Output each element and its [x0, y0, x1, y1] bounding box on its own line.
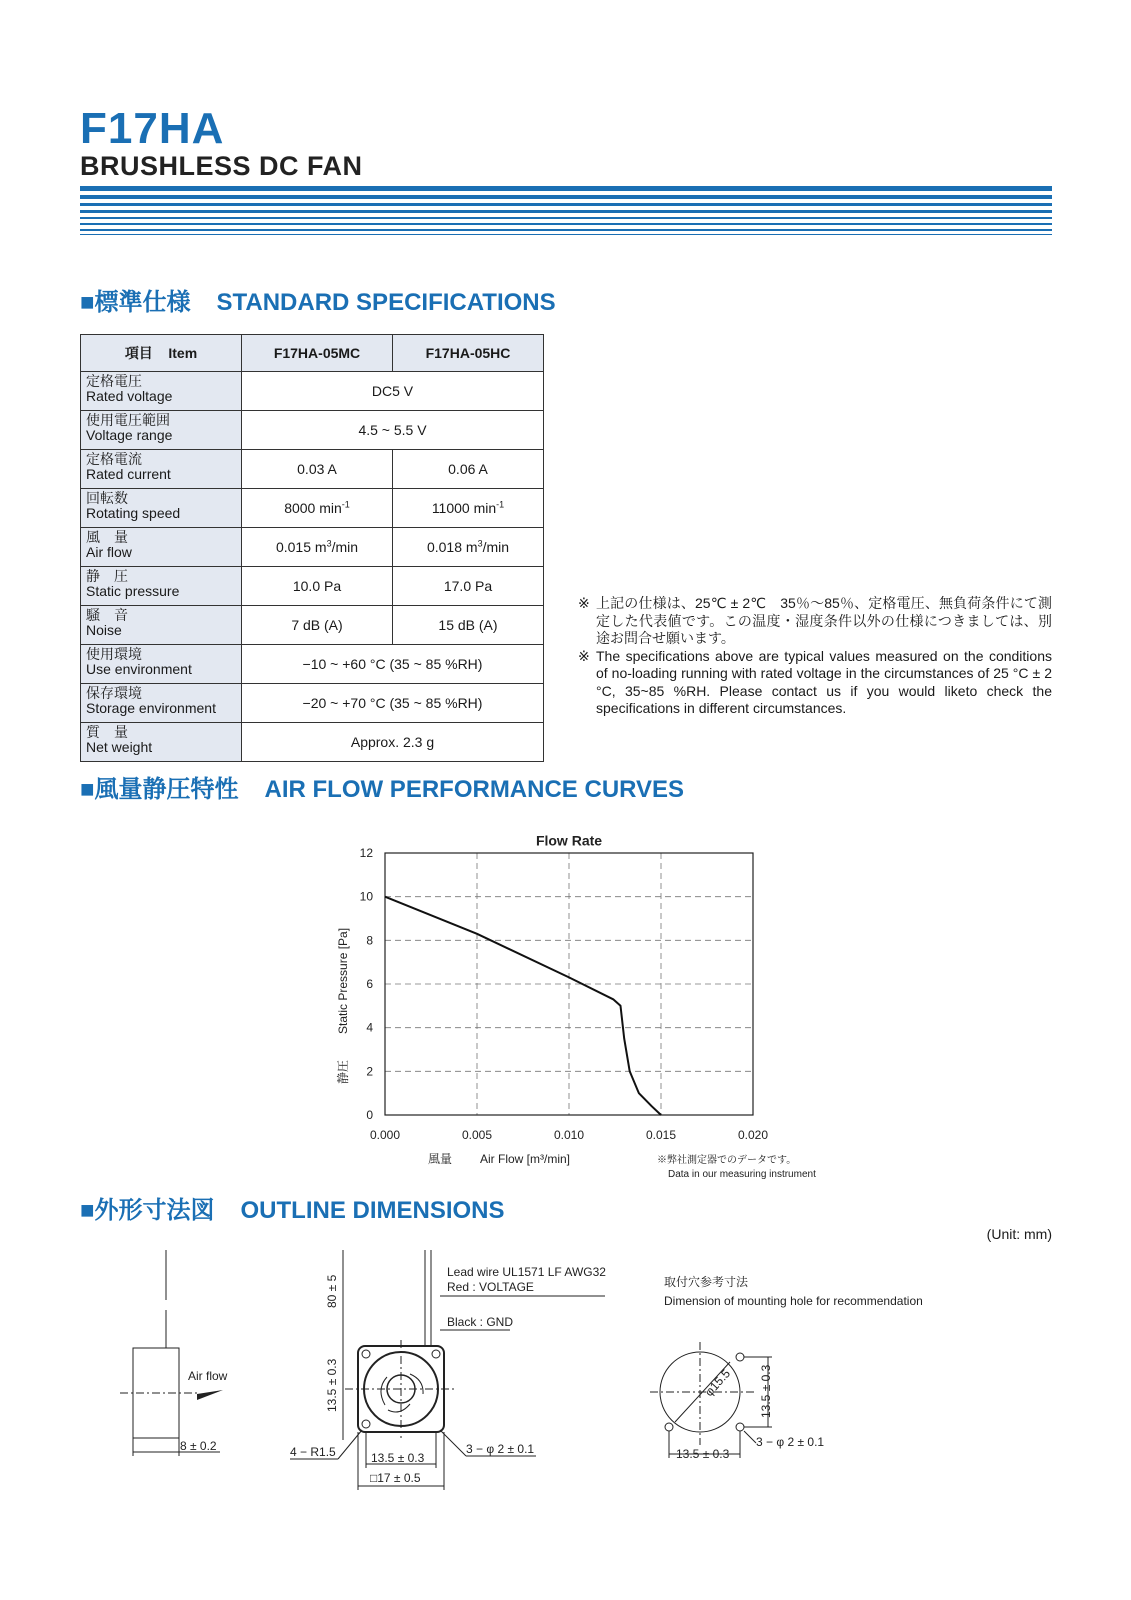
y-tick-label: 4: [366, 1020, 373, 1035]
note-jp: [578, 595, 1052, 648]
airflow-label: Air flow: [188, 1369, 228, 1383]
mount-pitch-h-label: 13.5 ± 0.3: [676, 1447, 730, 1461]
row-label: [81, 723, 242, 762]
product-subtitle: BRUSHLESS DC FAN: [80, 151, 363, 181]
chart-note-jp: ※弊社測定器でのデータです。: [657, 1155, 797, 1166]
row-label-jp: 定格電圧: [86, 373, 142, 389]
holes-label: 3 − φ 2 ± 0.1: [466, 1442, 535, 1456]
front-view: [290, 1250, 606, 1490]
unit-label: (Unit: mm): [986, 1226, 1052, 1242]
row-label-en: Static pressure: [86, 583, 180, 599]
chart-title: Flow Rate: [535, 835, 603, 849]
row-value: 0.015 $m^3/\min$: [242, 528, 393, 567]
mount-diameter-label: φ15.5: [701, 1366, 734, 1400]
row-label-en: Rated current: [86, 466, 171, 482]
hole-pitch-h-label: 13.5 ± 0.3: [371, 1451, 425, 1465]
item-label-en: Item: [168, 345, 198, 361]
row-label-jp: 使用環境: [86, 646, 142, 662]
mount-title-jp: 取付穴参考寸法: [664, 1275, 749, 1289]
y-tick-label: 12: [359, 846, 373, 860]
table-row: [81, 411, 544, 450]
row-label: [81, 606, 242, 645]
row-label: [81, 411, 242, 450]
row-value: 10.0 Pa: [242, 567, 393, 606]
table-header-model2: F17HA-05HC: [393, 335, 544, 372]
row-value: 0.018 $m^3/\min$: [393, 528, 544, 567]
row-label-jp: 質 量: [86, 724, 128, 740]
note-mark: ※: [578, 595, 590, 611]
row-label: [81, 645, 242, 684]
section-heading-curves: [80, 775, 684, 805]
x-label-jp: 風量: [427, 1152, 453, 1166]
x-tick-label: 0.015: [645, 1128, 677, 1142]
x-tick-label: 0.010: [553, 1128, 585, 1142]
table-row: [81, 723, 544, 762]
row-label: [81, 528, 242, 567]
row-label-jp: 使用電圧範囲: [86, 412, 170, 428]
x-tick-label: 0.000: [369, 1128, 401, 1142]
row-value: 15 dB (A): [393, 606, 544, 645]
row-label-en: Voltage range: [86, 427, 173, 443]
y-tick-label: 8: [366, 933, 373, 948]
item-label-jp: 項目: [124, 345, 153, 361]
table-row: [81, 489, 544, 528]
row-value: 0.03 A: [242, 450, 393, 489]
row-label-en: Air flow: [86, 544, 132, 560]
row-label: [81, 489, 242, 528]
pq-curve: [385, 897, 661, 1115]
hole-pitch-v-label: 13.5 ± 0.3: [325, 1358, 339, 1412]
table-row: [81, 567, 544, 606]
lead-length-label: 80 ± 5: [325, 1274, 339, 1308]
row-label-jp: 保存環境: [86, 685, 142, 701]
y-tick-label: 0: [366, 1108, 373, 1122]
table-row: [81, 684, 544, 723]
note-jp-text: 上記の仕様は、25℃ ± 2℃ 35％～85％、定格電圧、無負荷条件にて測定した代表値です。この温度・湿度条件以外の仕様につきましては、別途お問合せ願います。: [596, 595, 1052, 646]
section-heading-specs: [80, 288, 556, 318]
red-wire-label: Red : VOLTAGE: [447, 1280, 534, 1294]
outline-dimensions-drawing: [80, 1250, 1052, 1510]
table-row: [81, 606, 544, 645]
table-header-model1: F17HA-05MC: [242, 335, 393, 372]
row-value: −10 ~ +60 °C (35 ~ 85 %RH): [242, 645, 544, 684]
section-heading-jp: ■外形寸法図: [80, 1197, 215, 1224]
section-heading-en: AIR FLOW PERFORMANCE CURVES: [264, 776, 685, 803]
y-tick-label: 2: [366, 1064, 373, 1079]
row-value: 8000 $\min^{-1}$: [242, 489, 393, 528]
section-heading-jp: ■風量静圧特性: [80, 776, 239, 803]
mount-holes-label: 3 − φ 2 ± 0.1: [756, 1435, 825, 1449]
row-label-jp: 風 量: [86, 529, 128, 545]
x-label: Air Flow [m³/min]: [480, 1152, 570, 1166]
row-value: Approx. 2.3 g: [242, 723, 544, 762]
row-value: 0.06 A: [393, 450, 544, 489]
row-value: 17.0 Pa: [393, 567, 544, 606]
row-label: [81, 567, 242, 606]
section-heading-en: OUTLINE DIMENSIONS: [240, 1197, 505, 1224]
row-label-jp: 定格電流: [86, 451, 142, 467]
mounting-pattern: [650, 1274, 923, 1461]
row-label-en: Rotating speed: [86, 505, 181, 521]
radius-label: 4 − R1.5: [290, 1445, 336, 1459]
note-mark: ※: [578, 647, 590, 664]
table-row: [81, 645, 544, 684]
spec-notes: [578, 595, 1052, 718]
product-title: F17HA: [80, 104, 225, 153]
mount-hole: [736, 1353, 744, 1361]
mount-pitch-v-label: 13.5 ± 0.3: [759, 1364, 773, 1418]
air-flow-chart: [330, 835, 850, 1200]
row-label-jp: 騒 音: [86, 607, 128, 623]
y-tick-label: 10: [359, 889, 373, 904]
spec-table: [80, 334, 544, 762]
x-tick-label: 0.005: [461, 1128, 493, 1142]
x-tick-label: 0.020: [737, 1128, 769, 1142]
black-wire-label: Black : GND: [447, 1315, 514, 1329]
row-value: 7 dB (A): [242, 606, 393, 645]
side-view: [120, 1250, 228, 1456]
table-row: [81, 528, 544, 567]
row-label: [81, 684, 242, 723]
mount-title-en: Dimension of mounting hole for recommendation: [664, 1294, 923, 1308]
note-en-text: The specifications above are typical values measured on the conditions of no-loading running with rated voltage in the circumstances of 25 °C ± 2 °C, 35~85 %RH. Please contact us if you would liketo check the specifications in different circumstances.: [596, 647, 1052, 716]
table-row: [81, 372, 544, 411]
size-label: □17 ± 0.5: [370, 1471, 421, 1485]
section-heading-jp: ■標準仕様: [80, 289, 191, 316]
airflow-arrow-icon: [197, 1390, 223, 1400]
mount-hole: [665, 1423, 673, 1431]
row-label: [81, 450, 242, 489]
leader-line: [744, 1431, 756, 1443]
side-width-label: 8 ± 0.2: [180, 1439, 217, 1453]
row-value: DC5 V: [242, 372, 544, 411]
row-label-en: Rated voltage: [86, 388, 173, 404]
chart-note-en: Data in our measuring instrument: [668, 1169, 816, 1180]
row-label-jp: 回転数: [86, 490, 128, 506]
row-label-en: Net weight: [86, 739, 153, 755]
row-label-en: Use environment: [86, 661, 192, 677]
row-label-jp: 静 圧: [86, 568, 128, 584]
row-value: 11000 $\min^{-1}$: [393, 489, 544, 528]
section-heading-outline: [80, 1196, 505, 1226]
note-en: [578, 648, 1052, 718]
spec-table-body: [81, 372, 544, 762]
row-label-en: Storage environment: [86, 700, 216, 716]
table-header-row: [81, 335, 544, 372]
row-value: 4.5 ~ 5.5 V: [242, 411, 544, 450]
row-label-en: Noise: [86, 622, 122, 638]
y-tick-label: 6: [366, 977, 373, 991]
table-row: [81, 450, 544, 489]
y-label-jp: 静圧: [336, 1059, 350, 1084]
row-value: −20 ~ +70 °C (35 ~ 85 %RH): [242, 684, 544, 723]
mount-hole: [736, 1423, 744, 1431]
section-heading-en: STANDARD SPECIFICATIONS: [216, 289, 556, 316]
lead-wire-label: Lead wire UL1571 LF AWG32: [447, 1265, 606, 1279]
row-label: [81, 372, 242, 411]
table-header-item: [81, 335, 242, 372]
y-label: Static Pressure [Pa]: [336, 927, 350, 1034]
